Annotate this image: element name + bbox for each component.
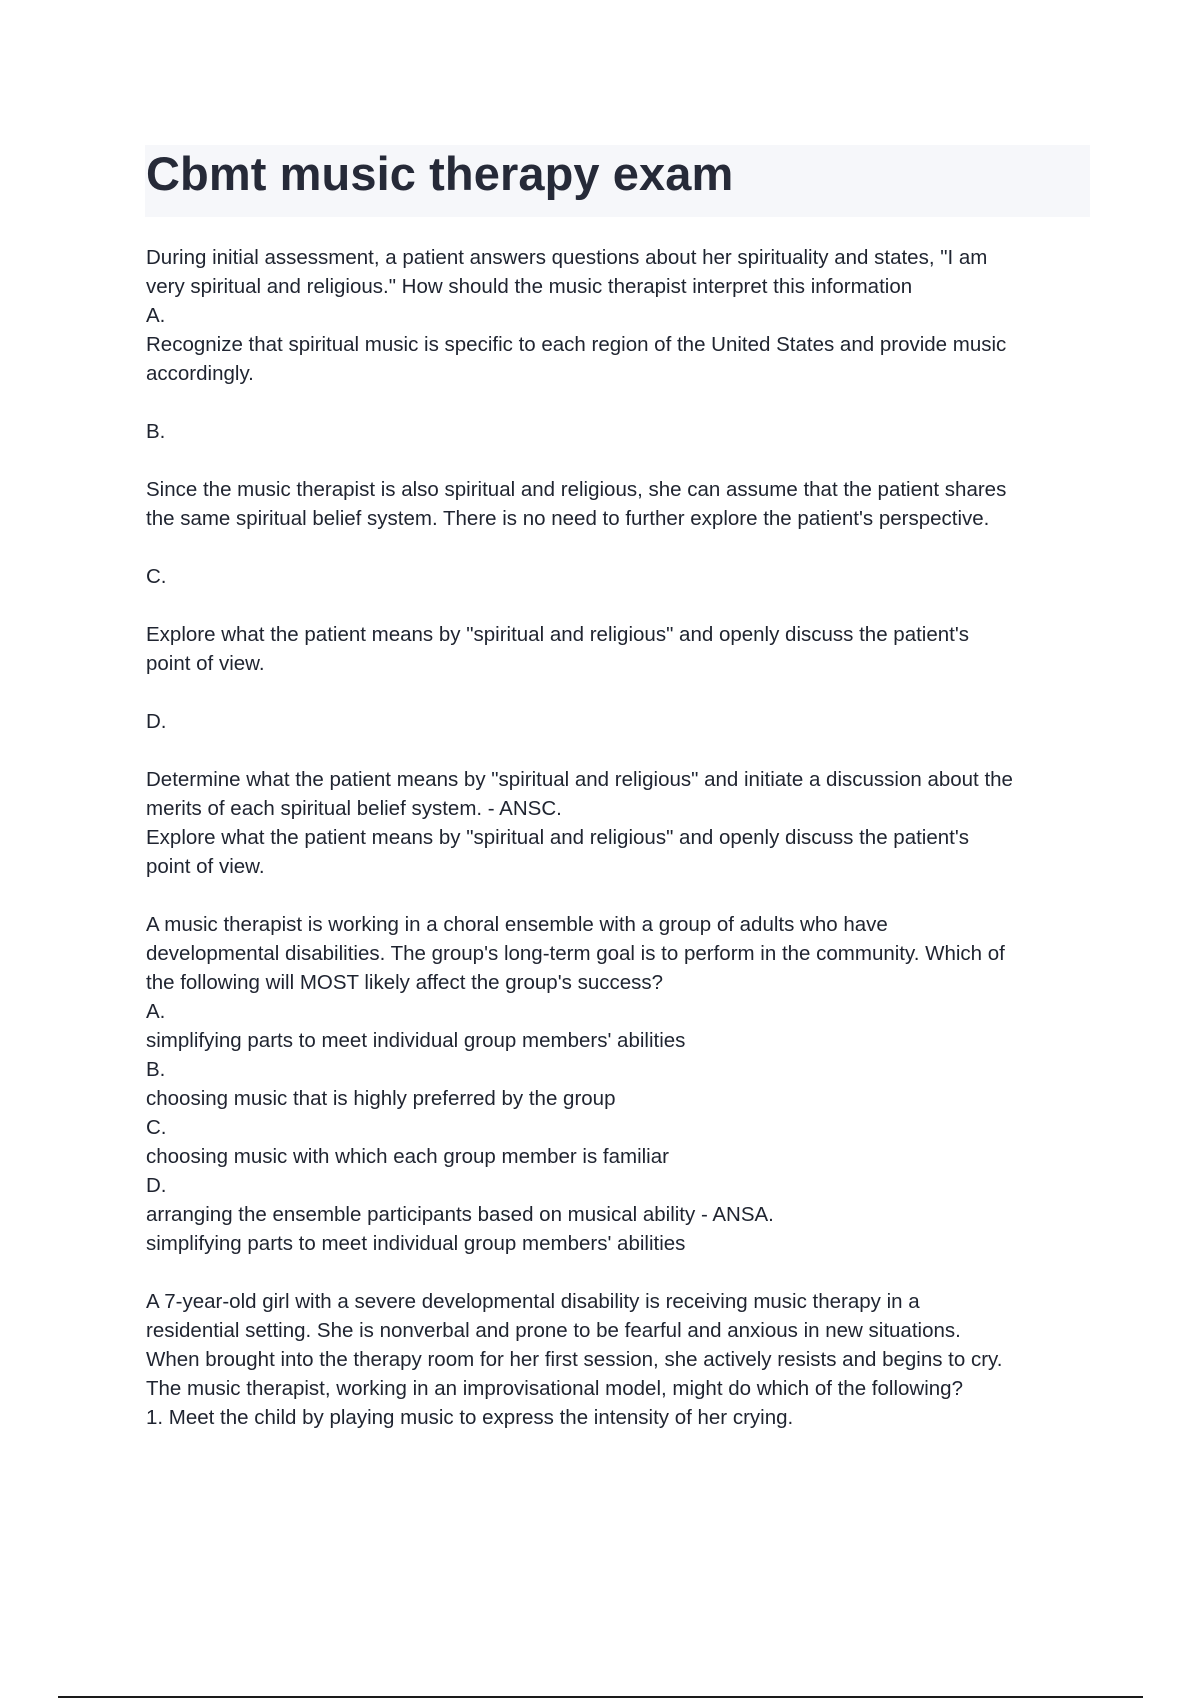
- page-title: Cbmt music therapy exam: [146, 147, 734, 200]
- option-text-a: accordingly.: [146, 362, 254, 385]
- option-label-a: A.: [146, 304, 166, 327]
- answer-text: point of view.: [146, 855, 265, 878]
- option-label-a: A.: [146, 1000, 166, 1023]
- question-3-stem-line: residential setting. She is nonverbal and prone to be fearful and anxious in new situations.: [146, 1319, 961, 1342]
- question-3-stem-line: The music therapist, working in an improvisational model, might do which of the following?: [146, 1377, 963, 1400]
- option-text-b: choosing music that is highly preferred by the group: [146, 1087, 616, 1110]
- question-2: [146, 910, 1091, 1258]
- answer-text: simplifying parts to meet individual group members' abilities: [146, 1232, 686, 1255]
- option-text-d: Determine what the patient means by "spiritual and religious" and initiate a discussion about the: [146, 768, 1013, 791]
- question-3-stem-line: When brought into the therapy room for her first session, she actively resists and begins to cry.: [146, 1348, 1003, 1371]
- option-text-c: choosing music with which each group member is familiar: [146, 1145, 669, 1168]
- spacer: [146, 446, 1091, 475]
- document-body: [146, 243, 1091, 1432]
- option-text-a: simplifying parts to meet individual group members' abilities: [146, 1029, 686, 1052]
- option-label-d: D.: [146, 710, 167, 733]
- spacer: [146, 591, 1091, 620]
- spacer: [146, 678, 1091, 707]
- question-3: [146, 1287, 1091, 1432]
- question-1-stem-line: During initial assessment, a patient answers questions about her spirituality and states, "I am: [146, 246, 988, 269]
- footer-divider: [58, 1696, 1143, 1698]
- option-text-d: merits of each spiritual belief system. - ANSC.: [146, 797, 562, 820]
- question-2-stem-line: developmental disabilities. The group's long-term goal is to perform in the community. Which of: [146, 942, 1005, 965]
- spacer: [146, 736, 1091, 765]
- option-label-c: C.: [146, 1116, 167, 1139]
- option-text-a: Recognize that spiritual music is specific to each region of the United States and provide music: [146, 333, 1007, 356]
- answer-text: Explore what the patient means by "spiritual and religious" and openly discuss the patient's: [146, 826, 970, 849]
- question-2-stem-line: A music therapist is working in a choral ensemble with a group of adults who have: [146, 913, 888, 936]
- option-label-b: B.: [146, 1058, 166, 1081]
- question-2-stem-line: the following will MOST likely affect the group's success?: [146, 971, 664, 994]
- spacer: [146, 1258, 1091, 1287]
- option-label-d: D.: [146, 1174, 167, 1197]
- option-text-1: 1. Meet the child by playing music to express the intensity of her crying.: [146, 1406, 794, 1429]
- question-1: [146, 243, 1091, 881]
- spacer: [146, 881, 1091, 910]
- option-label-b: B.: [146, 420, 166, 443]
- option-text-c: Explore what the patient means by "spiritual and religious" and openly discuss the patient's: [146, 623, 970, 646]
- option-text-c: point of view.: [146, 652, 265, 675]
- spacer: [146, 388, 1091, 417]
- question-1-stem-line: very spiritual and religious." How should the music therapist interpret this information: [146, 275, 913, 298]
- question-3-stem-line: A 7-year-old girl with a severe developmental disability is receiving music therapy in a: [146, 1290, 920, 1313]
- option-text-b: the same spiritual belief system. There is no need to further explore the patient's perspective.: [146, 507, 990, 530]
- option-label-c: C.: [146, 565, 167, 588]
- spacer: [146, 533, 1091, 562]
- option-text-b: Since the music therapist is also spiritual and religious, she can assume that the patient shares: [146, 478, 1007, 501]
- option-text-d: arranging the ensemble participants based on musical ability - ANSA.: [146, 1203, 774, 1226]
